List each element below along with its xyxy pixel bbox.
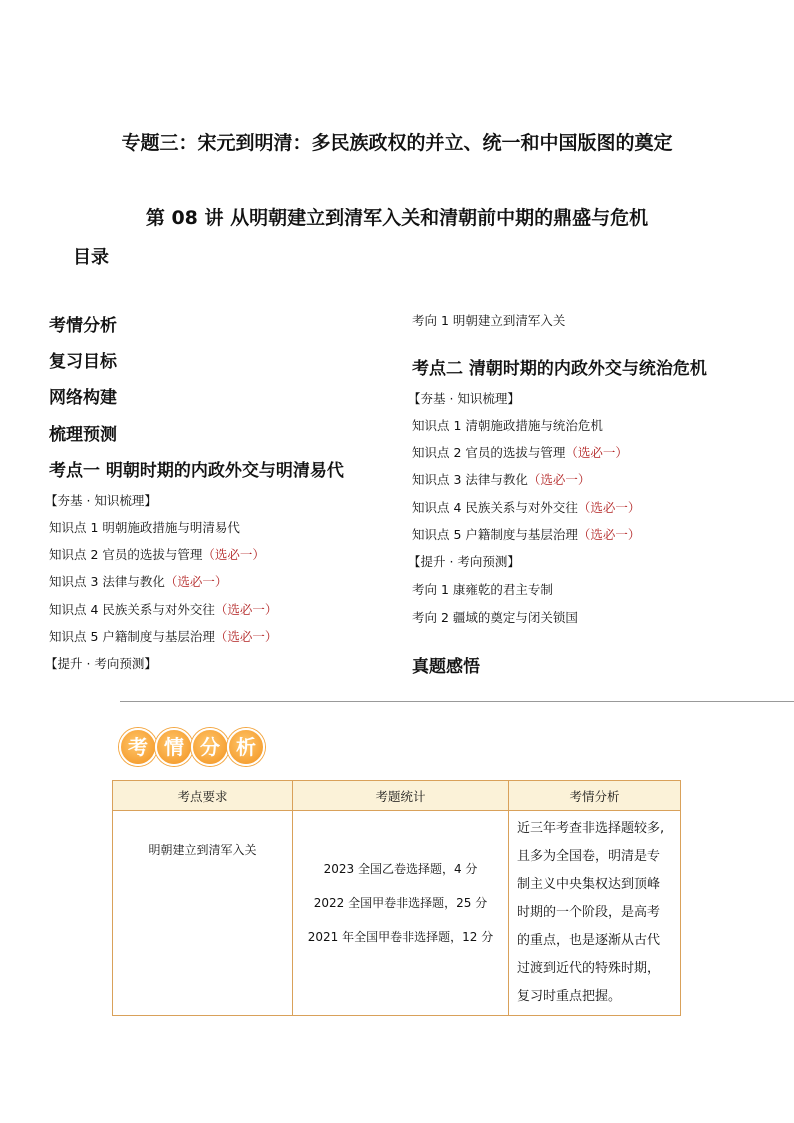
knowledge-text: 知识点 5 户籍制度与基层治理 xyxy=(49,629,215,644)
statistics-cell xyxy=(293,811,509,1016)
knowledge-text: 知识点 1 明朝施政措施与明清易代 xyxy=(49,520,240,535)
toc-item-goals[interactable]: 复习目标 xyxy=(49,352,117,372)
toc-knowledge-item[interactable] xyxy=(49,545,265,563)
badge-char: 考 xyxy=(119,728,157,766)
toc-direction-item[interactable]: 考向 1 明朝建立到清军入关 xyxy=(412,313,566,328)
toc-knowledge-item[interactable] xyxy=(412,525,640,543)
analysis-line: 时期的一个阶段，是高考 xyxy=(517,905,661,920)
header-statistics: 考题统计 xyxy=(293,781,509,811)
toc-direction-item[interactable]: 考向 1 康雍乾的君主专制 xyxy=(412,582,553,597)
knowledge-text: 知识点 4 民族关系与对外交往 xyxy=(412,500,578,515)
toc-knowledge-item[interactable] xyxy=(49,600,277,618)
analysis-line: 近三年考查非选择题较多, xyxy=(517,821,665,836)
elective-tag: （选必一） xyxy=(214,629,278,644)
knowledge-text: 知识点 1 清朝施政措施与统治危机 xyxy=(412,418,603,433)
toc-item-analysis[interactable]: 考情分析 xyxy=(49,316,117,336)
elective-tag: （选必一） xyxy=(565,445,628,460)
knowledge-text: 知识点 2 官员的选拔与管理 xyxy=(412,445,566,460)
toc-improve-label: 【提升 · 考向预测】 xyxy=(45,656,157,671)
toc-knowledge-item[interactable] xyxy=(412,416,603,434)
knowledge-text: 知识点 2 官员的选拔与管理 xyxy=(49,547,203,562)
toc-section-2[interactable]: 考点二 清朝时期的内政外交与统治危机 xyxy=(412,359,707,379)
elective-tag: （选必一） xyxy=(214,602,278,617)
toc-section-1[interactable]: 考点一 明朝时期的内政外交与明清易代 xyxy=(49,461,344,481)
knowledge-text: 知识点 3 法律与教化 xyxy=(412,472,528,487)
stat-line: 2022 全国甲卷非选择题，25 分 xyxy=(313,896,488,910)
requirement-cell: 明朝建立到清军入关 xyxy=(113,811,293,1016)
analysis-line: 的重点，也是逐渐从古代 xyxy=(517,933,661,948)
knowledge-text: 知识点 4 民族关系与对外交往 xyxy=(49,602,215,617)
toc-foundation-label: 【夯基 · 知识梳理】 xyxy=(408,391,520,406)
lecture-title: 第 08 讲 从明朝建立到清军入关和清朝前中期的鼎盛与危机 xyxy=(145,207,649,229)
badge-char: 析 xyxy=(227,728,265,766)
stat-line: 2023 全国乙卷选择题，4 分 xyxy=(323,862,478,876)
header-requirement: 考点要求 xyxy=(113,781,293,811)
table-row xyxy=(113,811,681,1016)
toc-knowledge-item[interactable] xyxy=(49,518,240,536)
toc-heading: 目录 xyxy=(73,247,109,268)
elective-tag: （选必一） xyxy=(527,472,591,487)
elective-tag: （选必一） xyxy=(202,547,265,562)
analysis-badge xyxy=(119,728,263,766)
analysis-line: 且多为全国卷，明清是专 xyxy=(517,849,661,864)
stat-line: 2021 年全国甲卷非选择题，12 分 xyxy=(307,930,494,944)
analysis-line: 制主义中央集权达到顶峰 xyxy=(517,877,661,892)
toc-item-real-questions[interactable]: 真题感悟 xyxy=(412,657,480,677)
toc-item-network[interactable]: 网络构建 xyxy=(49,388,117,408)
elective-tag: （选必一） xyxy=(164,574,228,589)
analysis-line: 过渡到近代的特殊时期， xyxy=(517,961,661,976)
exam-analysis-table xyxy=(112,780,681,1016)
header-analysis: 考情分析 xyxy=(509,781,681,811)
toc-knowledge-item[interactable] xyxy=(49,627,277,645)
badge-char: 情 xyxy=(155,728,193,766)
toc-improve-label: 【提升 · 考向预测】 xyxy=(408,554,520,569)
knowledge-text: 知识点 5 户籍制度与基层治理 xyxy=(412,527,578,542)
knowledge-text: 知识点 3 法律与教化 xyxy=(49,574,165,589)
elective-tag: （选必一） xyxy=(577,500,641,515)
toc-direction-item[interactable]: 考向 2 疆域的奠定与闭关锁国 xyxy=(412,610,578,625)
badge-char: 分 xyxy=(191,728,229,766)
elective-tag: （选必一） xyxy=(577,527,641,542)
toc-knowledge-item[interactable] xyxy=(412,498,640,516)
table-header-row xyxy=(113,781,681,811)
toc-knowledge-item[interactable] xyxy=(49,572,227,590)
analysis-cell xyxy=(509,811,681,1016)
toc-knowledge-item[interactable] xyxy=(412,443,628,461)
toc-knowledge-item[interactable] xyxy=(412,470,590,488)
analysis-line: 复习时重点把握。 xyxy=(517,989,622,1004)
section-divider xyxy=(120,701,794,702)
toc-item-review[interactable]: 梳理预测 xyxy=(49,425,117,445)
toc-foundation-label: 【夯基 · 知识梳理】 xyxy=(45,493,157,508)
topic-title: 专题三：宋元到明清：多民族政权的并立、统一和中国版图的奠定 xyxy=(121,132,673,154)
